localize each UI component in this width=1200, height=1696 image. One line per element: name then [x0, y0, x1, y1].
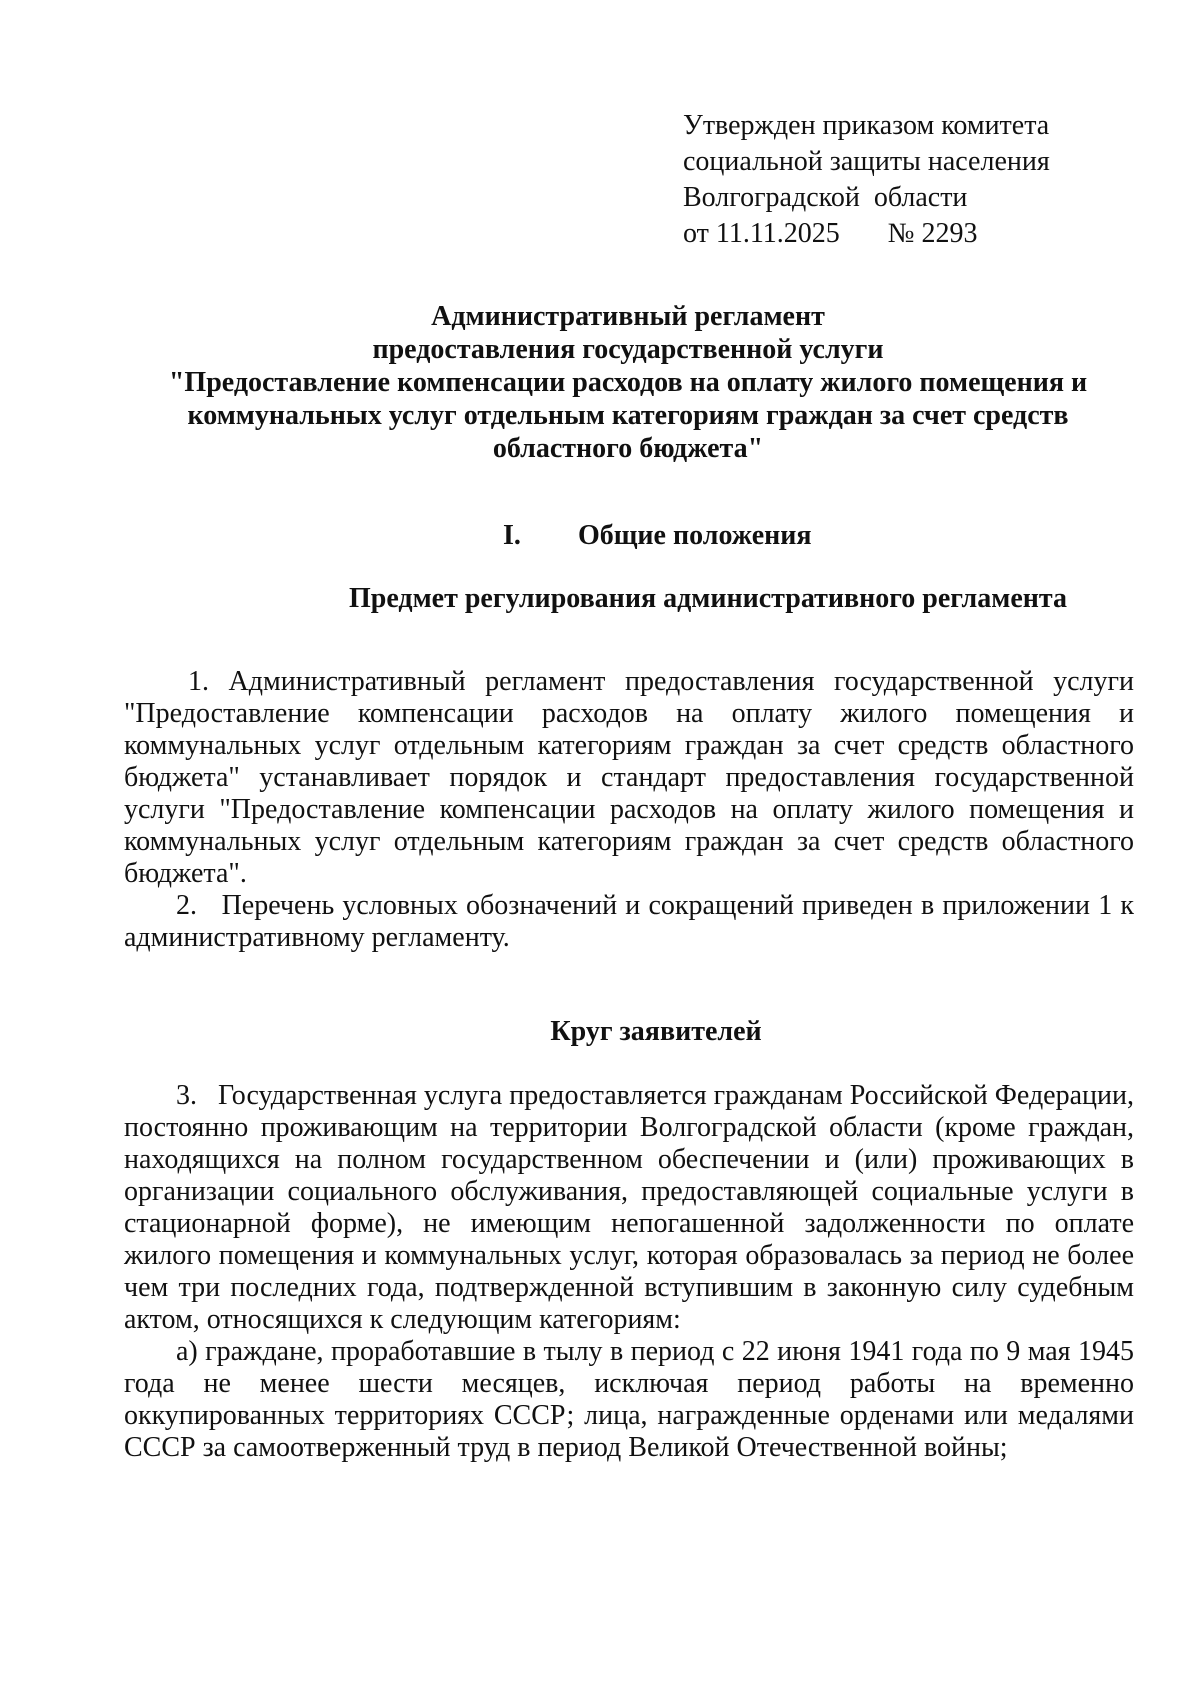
- approval-date-line: [683, 216, 1050, 252]
- body-part-2: [124, 1080, 1134, 1464]
- approval-number: № 2293: [887, 218, 978, 249]
- title-line-3: "Предоставление компенсации расходов на оплату жилого помещения и: [168, 367, 1088, 398]
- title-line-2: предоставления государственной услуги: [372, 334, 884, 365]
- body-part-1: [124, 666, 1134, 954]
- section-title: Общие положения: [578, 520, 812, 551]
- approval-line-2: социальной защиты населения: [683, 146, 1050, 177]
- subheading-subject: Предмет регулирования административного регламента: [349, 583, 1067, 614]
- section-number: I.: [503, 520, 521, 551]
- paragraph-2: 2. Перечень условных обозначений и сокращений приведен в приложении 1 к административному регламенту.: [124, 890, 1134, 953]
- approval-line-3: Волгоградской области: [683, 182, 968, 213]
- subheading-applicants: Круг заявителей: [550, 1016, 762, 1047]
- approval-stamp: [683, 108, 1050, 252]
- document-title: [120, 300, 1136, 465]
- approval-date: от 11.11.2025: [683, 218, 840, 249]
- title-line-4: коммунальных услуг отдельным категориям граждан за счет средств: [187, 400, 1069, 431]
- title-line-5: областного бюджета": [492, 433, 764, 464]
- title-line-1: Административный регламент: [431, 301, 825, 332]
- paragraph-1: 1. Административный регламент предоставления государственной услуги "Предоставление компенсации расходов на оплату жилого помещения и коммунальных услуг отдельным категориям граждан за счет средств областного бюджета" устанавливает порядок и стандарт предоставления государственной услуги "Предоставление компенсации расходов на оплату жилого помещения и коммунальных услуг отдельным категориям граждан за счет средств областного бюджета".: [124, 666, 1134, 889]
- paragraph-3: 3. Государственная услуга предоставляется гражданам Российской Федерации, постоянно проживающим на территории Волгоградской области (кроме граждан, находящихся на полном государственном обеспечении и (или) проживающих в организации социального обслуживания, предоставляющей социальные услуги в стационарной форме), не имеющим непогашенной задолженности по оплате жилого помещения и коммунальных услуг, которая образовалась за период не более чем три последних года, подтвержденной вступившим в законную силу судебным актом, относящихся к следующим категориям:: [124, 1080, 1134, 1335]
- paragraph-3a: а) граждане, проработавшие в тылу в период с 22 июня 1941 года по 9 мая 1945 года не менее шести месяцев, исключая период работы на временно оккупированных территориях СССР; лица, награжденные орденами или медалями СССР за самоотверженный труд в период Великой Отечественной войны;: [124, 1336, 1134, 1463]
- approval-line-1: Утвержден приказом комитета: [683, 110, 1050, 141]
